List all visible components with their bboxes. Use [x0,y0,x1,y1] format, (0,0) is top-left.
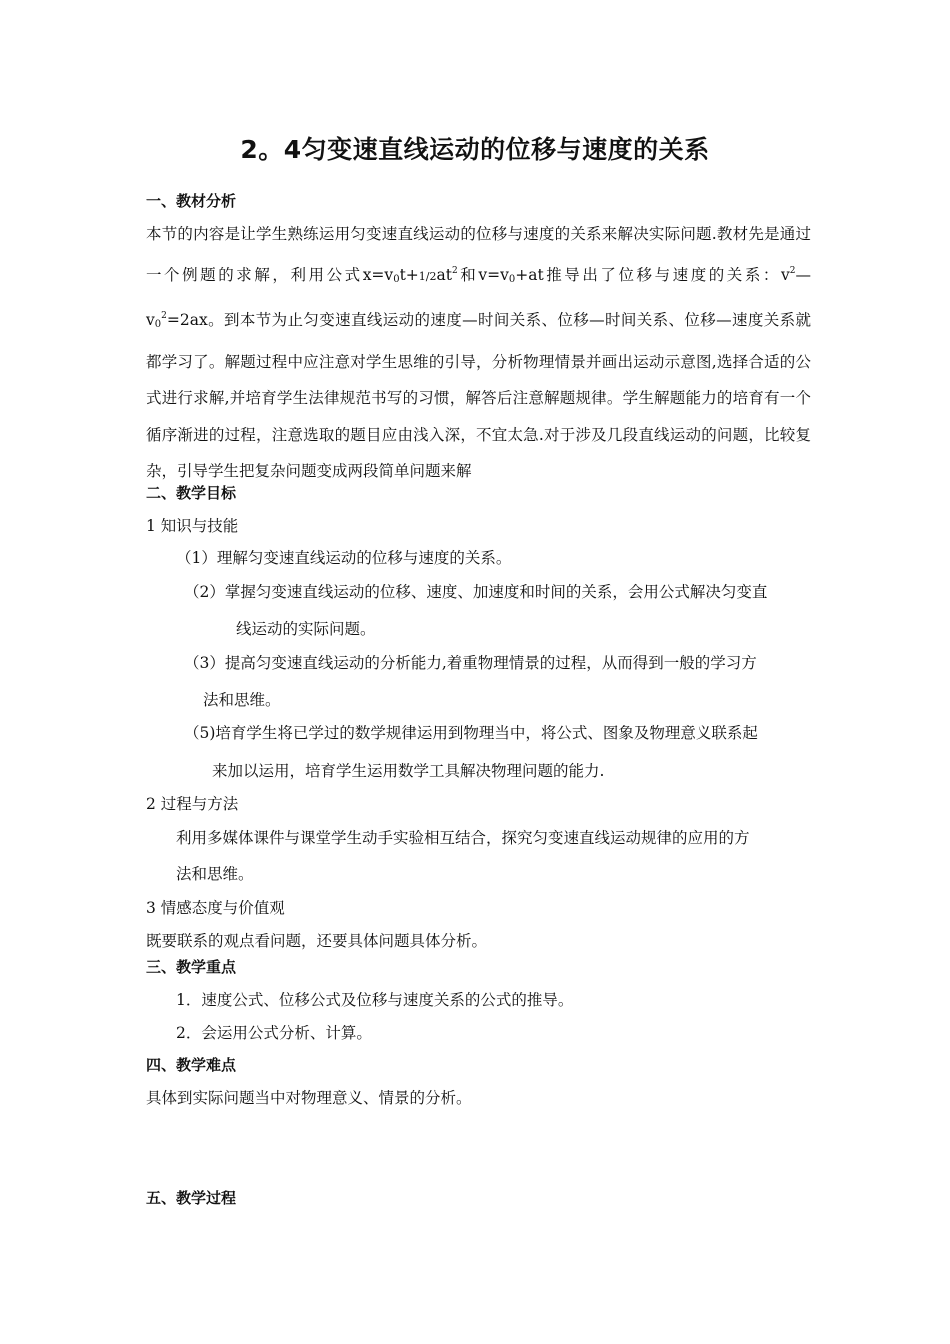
paragraph-text-and: 和 [457,265,479,284]
goal-item-2-line-1: （2）掌握匀变速直线运动的位移、速度、加速度和时间的关系，会用公式解决匀变直 [184,583,768,601]
section-heading-teaching-goals: 二、教学目标 [146,484,237,502]
formula-velocity: $v=v_0+at$ [478,265,544,285]
section-heading-teaching-process: 五、教学过程 [146,1189,237,1207]
section-heading-textbook-analysis: 一、教材分析 [146,192,237,210]
subheading-knowledge-skills: 1 知识与技能 [146,517,239,535]
goal-item-1: （1）理解匀变速直线运动的位移与速度的关系。 [176,549,512,567]
goal-item-3-line-1: （3）提高匀变速直线运动的分析能力,着重物理情景的过程，从而得到一般的学习方 [184,654,757,672]
key-point-2: 2．会运用公式分析、计算。 [176,1024,372,1042]
process-methods-line-1: 利用多媒体课件与课堂学生动手实验相互结合，探究匀变速直线运动规律的应用的方 [176,829,750,847]
key-point-1: 1．速度公式、位移公式及位移与速度关系的公式的推导。 [176,991,574,1009]
paragraph-text-b: 推导出了位移与速度的关系： [543,265,781,284]
section-heading-key-points: 三、教学重点 [146,958,237,976]
goal-item-5-line-1: （5)培育学生将已学过的数学规律运用到物理当中，将公式、图象及物理意义联系起 [184,724,758,742]
paragraph-text-c: 。到本节为止匀变速直线运动的速度—时间关系、位移—时间关系、位移—速度关系就都学习了。解题过程中应注意对学生思维的引导，分析物理情景并画出运动示意图,选择合适的公式进行求解,并培育学生法律规范书写的习惯，解答后注意解题规律。学生解题能力的培育有一个循序渐进的过程，注意选取的题目应由浅入深，不宜太急.对于涉及几段直线运动的问题，比较复杂，引导学生把复杂问题变成两段简单问题来解 [146,311,811,480]
difficulties-text: 具体到实际问题当中对物理意义、情景的分析。 [146,1089,472,1107]
goal-item-5-line-2: 来加以运用，培育学生运用数学工具解决物理问题的能力. [212,762,605,780]
formula-velocity-displacement: $v^2—v_0^2=2ax$ [146,265,811,330]
formula-displacement: $x=v_0t+1/2at^2$ [362,265,458,285]
subheading-process-methods: 2 过程与方法 [146,795,239,813]
textbook-analysis-paragraph [146,216,811,490]
section-heading-difficulties: 四、教学难点 [146,1056,237,1074]
subheading-emotion-values: 3 情感态度与价值观 [146,899,285,917]
goal-item-3-line-2: 法和思维。 [203,691,281,709]
document-title: 2。4匀变速直线运动的位移与速度的关系 [240,135,710,164]
paragraph-text-a: 本节的内容是让学生熟练运用匀变速直线运动的位移与速度的关系来解决实际问题.教材先是通过一个例题的求解，利用公式 [146,225,811,284]
emotion-values-text: 既要联系的观点看问题，还要具体问题具体分析。 [146,932,488,950]
process-methods-line-2: 法和思维。 [176,865,254,883]
goal-item-2-line-2: 线运动的实际问题。 [236,620,376,638]
